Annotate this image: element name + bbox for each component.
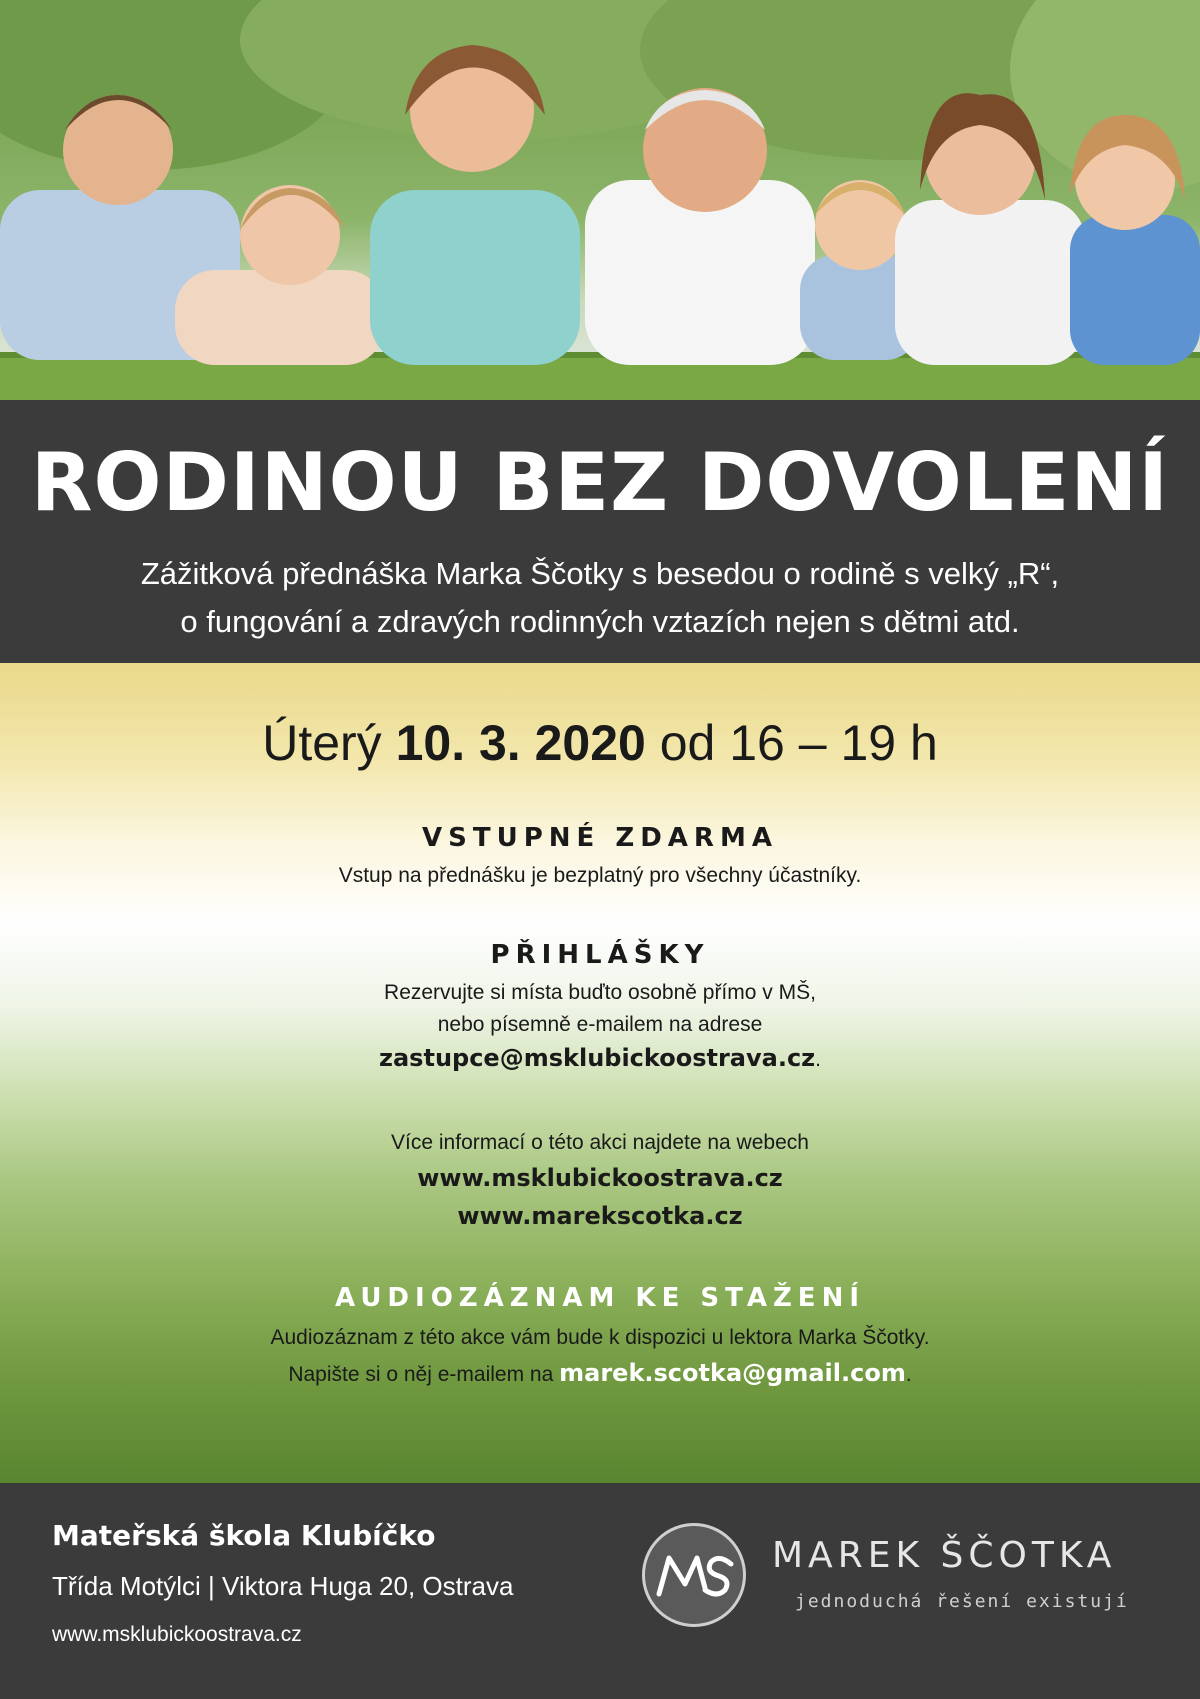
registration-email-suffix: . [815, 1048, 821, 1071]
family-photo [0, 0, 1200, 400]
ms-logo-icon [642, 1523, 746, 1627]
web-link-marekscotka[interactable]: www.marekscotka.cz [457, 1202, 743, 1230]
event-date-line [0, 713, 1200, 773]
school-website[interactable]: www.msklubickoostrava.cz [52, 1623, 302, 1646]
admission-heading: VSTUPNÉ ZDARMA [422, 823, 778, 853]
audio-heading: AUDIOZÁZNAM KE STAŽENÍ [335, 1283, 865, 1313]
web-link-msklubicko[interactable]: www.msklubickoostrava.cz [417, 1164, 783, 1192]
more-info-text: Více informací o této akci najdete na webech [391, 1131, 809, 1154]
registration-email-line [0, 1043, 1200, 1075]
registration-line-1: Rezervujte si místa buďto osobně přímo v MŠ, [384, 981, 816, 1004]
more-info-web-1 [0, 1163, 1200, 1195]
ms-logo-graphic [645, 1526, 743, 1624]
subtitle [0, 550, 1200, 646]
audio-line-2-prefix: Napište si o něj e-mailem na [288, 1363, 554, 1386]
family-photo-illustration [0, 0, 1200, 400]
audio-line-2 [0, 1358, 1200, 1390]
audio-email-suffix: . [905, 1363, 912, 1386]
page-title: RODINOU BEZ DOVOLENÍ [30, 436, 1170, 529]
subtitle-line-2: o fungování a zdravých rodinných vztazích nejen s dětmi atd. [180, 604, 1020, 639]
footer [0, 1483, 1200, 1699]
registration-email-link[interactable]: zastupce@msklubickoostrava.cz [379, 1044, 816, 1072]
audio-line-1: Audiozáznam z této akce vám bude k dispozici u lektora Marka Ščotky. [270, 1326, 930, 1349]
registration-line-2: nebo písemně e-mailem na adrese [437, 1013, 763, 1036]
event-details [0, 663, 1200, 1483]
brand-tagline: jednoduchá řešení existují [795, 1591, 1129, 1612]
brand-name: MAREK ŠČOTKA [772, 1535, 1117, 1576]
title-band [0, 400, 1200, 663]
audio-email-link[interactable]: marek.scotka@gmail.com [559, 1359, 906, 1387]
registration-heading: PŘIHLÁŠKY [490, 940, 710, 970]
event-day: Úterý [262, 715, 382, 771]
school-address: Třída Motýlci | Viktora Huga 20, Ostrava [52, 1571, 514, 1601]
event-time: od 16 – 19 h [659, 715, 938, 771]
more-info-web-2 [0, 1201, 1200, 1233]
school-name: Mateřská škola Klubíčko [52, 1519, 436, 1552]
event-date: 10. 3. 2020 [395, 715, 646, 771]
admission-text: Vstup na přednášku je bezplatný pro všechny účastníky. [338, 864, 862, 887]
subtitle-line-1: Zážitková přednáška Marka Ščotky s besedou o rodině s velký „R“, [140, 556, 1060, 591]
